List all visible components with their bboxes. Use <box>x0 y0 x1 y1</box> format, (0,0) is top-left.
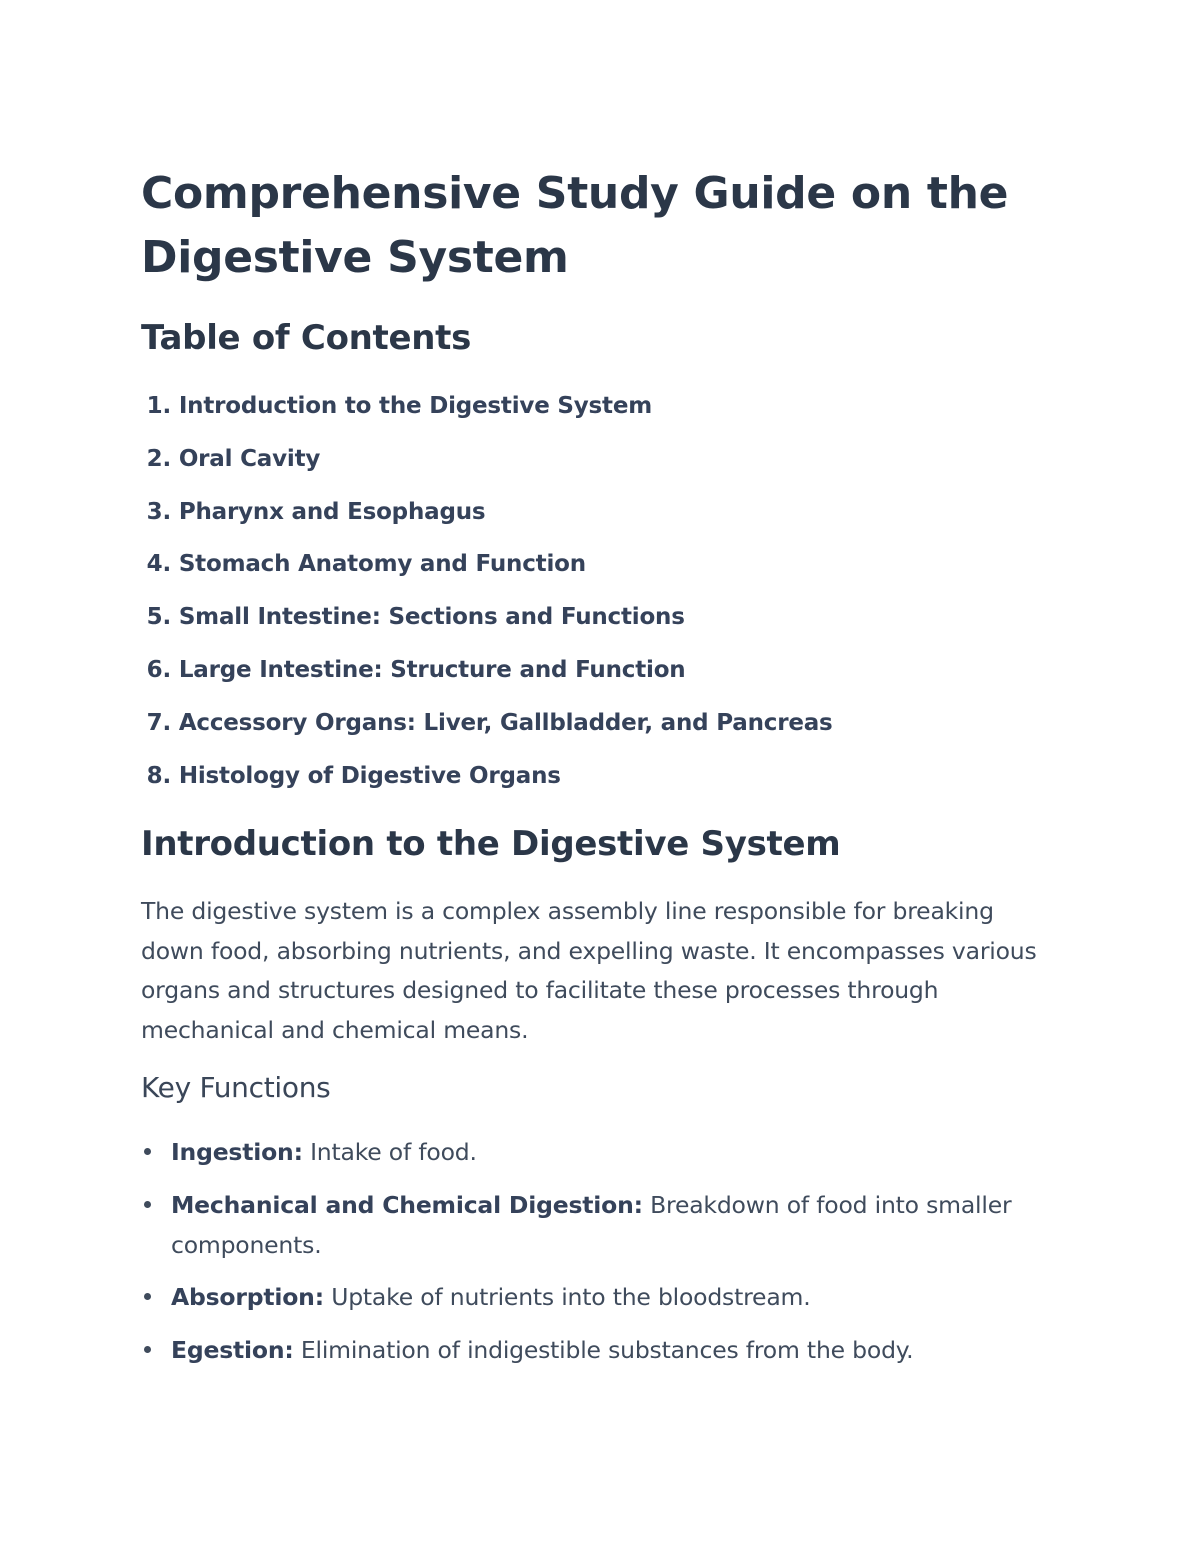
table-of-contents <box>141 388 833 810</box>
bullet-icon <box>144 1346 151 1353</box>
toc-item-label: Histology of Digestive Organs <box>178 762 561 789</box>
toc-item-label: Accessory Organs: Liver, Gallbladder, and Pancreas <box>178 709 833 736</box>
toc-item-label: Stomach Anatomy and Function <box>178 551 586 578</box>
toc-item-number: 2. <box>146 445 171 472</box>
function-separator: : <box>633 1190 643 1219</box>
toc-item-label: Oral Cavity <box>178 445 321 472</box>
list-item <box>141 1330 1041 1370</box>
function-separator: : <box>293 1138 303 1166</box>
list-item <box>141 1185 1041 1265</box>
toc-item-number: 6. <box>146 656 171 683</box>
function-description: Uptake of nutrients into the bloodstream. <box>323 1283 811 1311</box>
function-term: Ingestion <box>171 1138 294 1166</box>
list-item <box>141 1132 1041 1172</box>
list-item <box>141 1277 1041 1317</box>
toc-item-number: 5. <box>146 604 171 631</box>
function-description: Breakdown of food into smaller components. <box>171 1190 1012 1259</box>
bullet-icon <box>144 1293 151 1300</box>
toc-item-label: Small Intestine: Sections and Functions <box>178 604 685 631</box>
toc-item-number: 1. <box>146 393 171 419</box>
introduction-paragraph: The digestive system is a complex assembly line responsible for breaking down food, absorbing nutrients, and expelling waste. It encompasses various organs and structures designed to facilitate these processes through mechanical and chemical means. <box>141 897 1037 1044</box>
toc-item-number: 7. <box>146 709 171 736</box>
document-title-line-2: Digestive System <box>141 232 569 283</box>
toc-item-pharynx-esophagus[interactable] <box>141 494 833 547</box>
toc-item-stomach[interactable] <box>141 546 833 599</box>
toc-item-introduction[interactable] <box>141 388 833 441</box>
function-separator: : <box>314 1283 324 1311</box>
bullet-icon <box>144 1148 151 1155</box>
toc-item-accessory-organs[interactable] <box>141 705 833 758</box>
document-title <box>141 162 1008 290</box>
toc-item-label: Pharynx and Esophagus <box>178 498 486 525</box>
toc-item-histology[interactable] <box>141 758 833 811</box>
function-term: Mechanical and Chemical Digestion <box>171 1190 634 1219</box>
toc-item-number: 4. <box>146 551 171 578</box>
toc-item-label: Large Intestine: Structure and Function <box>178 656 686 683</box>
function-description: Intake of food. <box>302 1138 477 1166</box>
key-functions-heading: Key Functions <box>141 1071 331 1104</box>
toc-item-large-intestine[interactable] <box>141 652 833 705</box>
toc-heading: Table of Contents <box>141 318 472 358</box>
toc-item-small-intestine[interactable] <box>141 599 833 652</box>
toc-item-oral-cavity[interactable] <box>141 441 833 494</box>
function-description: Elimination of indigestible substances from the body. <box>293 1335 914 1364</box>
bullet-icon <box>144 1201 151 1208</box>
function-separator: : <box>284 1335 294 1364</box>
toc-item-number: 3. <box>146 498 171 525</box>
function-term: Egestion <box>171 1335 285 1364</box>
function-term: Absorption <box>171 1283 315 1311</box>
toc-item-number: 8. <box>146 762 171 789</box>
key-functions-list <box>141 1132 1041 1382</box>
toc-item-label: Introduction to the Digestive System <box>178 393 653 419</box>
introduction-heading: Introduction to the Digestive System <box>141 824 841 864</box>
document-title-line-1: Comprehensive Study Guide on the <box>141 168 1009 219</box>
